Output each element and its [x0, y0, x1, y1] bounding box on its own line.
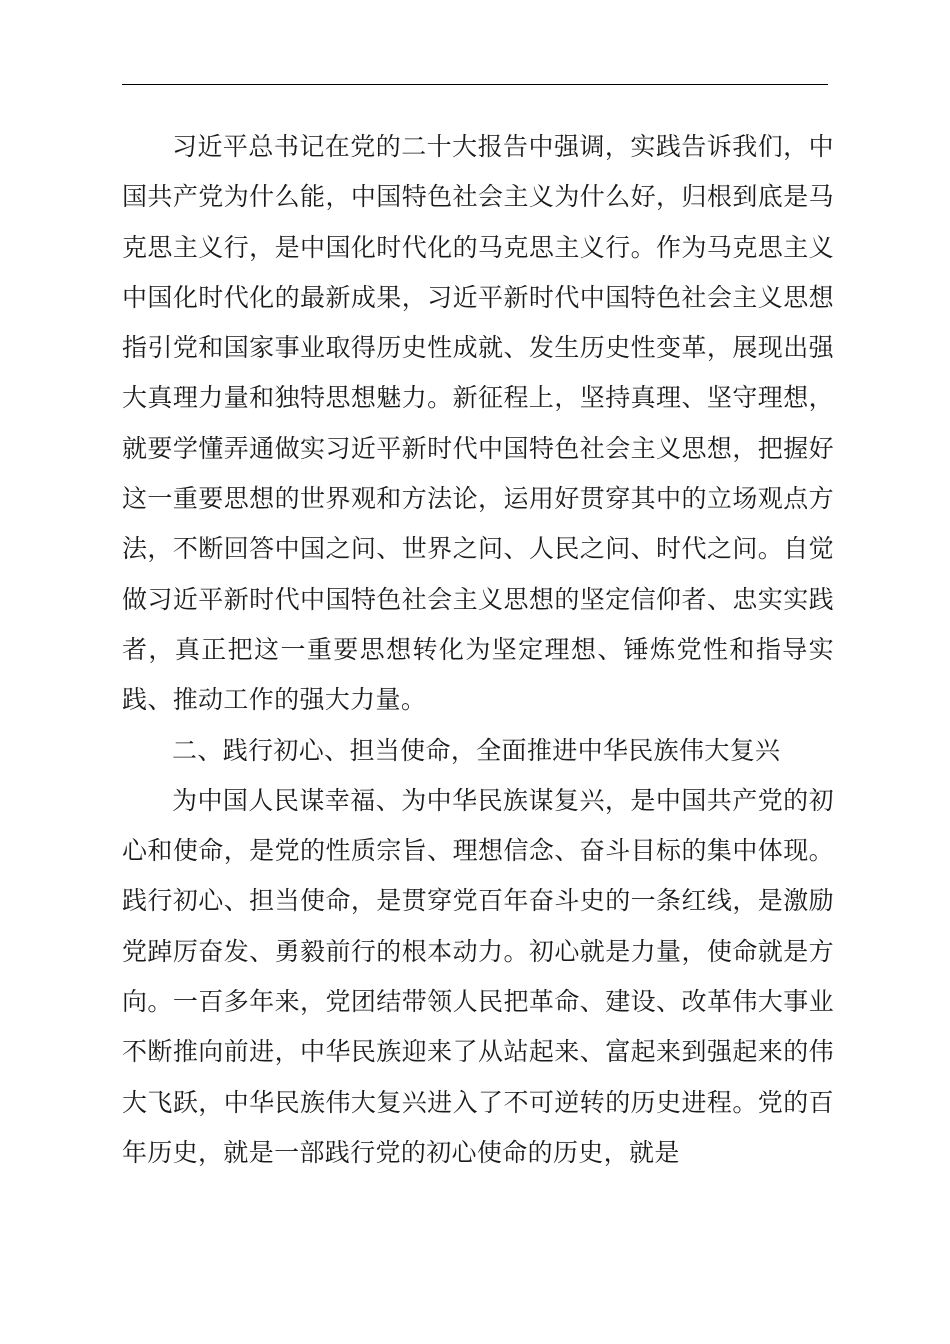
paragraph-1: 习近平总书记在党的二十大报告中强调，实践告诉我们，中国共产党为什么能，中国特色社会主义为什么好，归根到底是马克思主义行，是中国化时代化的马克思主义行。作为马克思主义中国化时代化的最新成果，习近平新时代中国特色社会主义思想指引党和国家事业取得历史性成就、发生历史性变革，展现出强大真理力量和独特思想魅力。新征程上，坚持真理、坚守理想，就要学懂弄通做实习近平新时代中国特色社会主义思想，把握好这一重要思想的世界观和方法论，运用好贯穿其中的立场观点方法，不断回答中国之问、世界之问、人民之问、时代之问。自觉做习近平新时代中国特色社会主义思想的坚定信仰者、忠实实践者，真正把这一重要思想转化为坚定理想、锤炼党性和指导实践、推动工作的强大力量。 — [122, 132, 834, 715]
header-rule — [122, 84, 828, 85]
paragraph-2: 为中国人民谋幸福、为中华民族谋复兴，是中国共产党的初心和使命，是党的性质宗旨、理想信念、奋斗目标的集中体现。践行初心、担当使命，是贯穿党百年奋斗史的一条红线，是激励党踔厉奋发、勇毅前行的根本动力。初心就是力量，使命就是方向。一百多年来，党团结带领人民把革命、建设、改革伟大事业不断推向前进，中华民族迎来了从站起来、富起来到强起来的伟大飞跃，中华民族伟大复兴进入了不可逆转的历史进程。党的百年历史，就是一部践行党的初心使命的历史，就是 — [122, 785, 834, 1167]
document-body — [122, 122, 834, 1178]
section-heading: 二、践行初心、担当使命，全面推进中华民族伟大复兴 — [172, 735, 781, 765]
